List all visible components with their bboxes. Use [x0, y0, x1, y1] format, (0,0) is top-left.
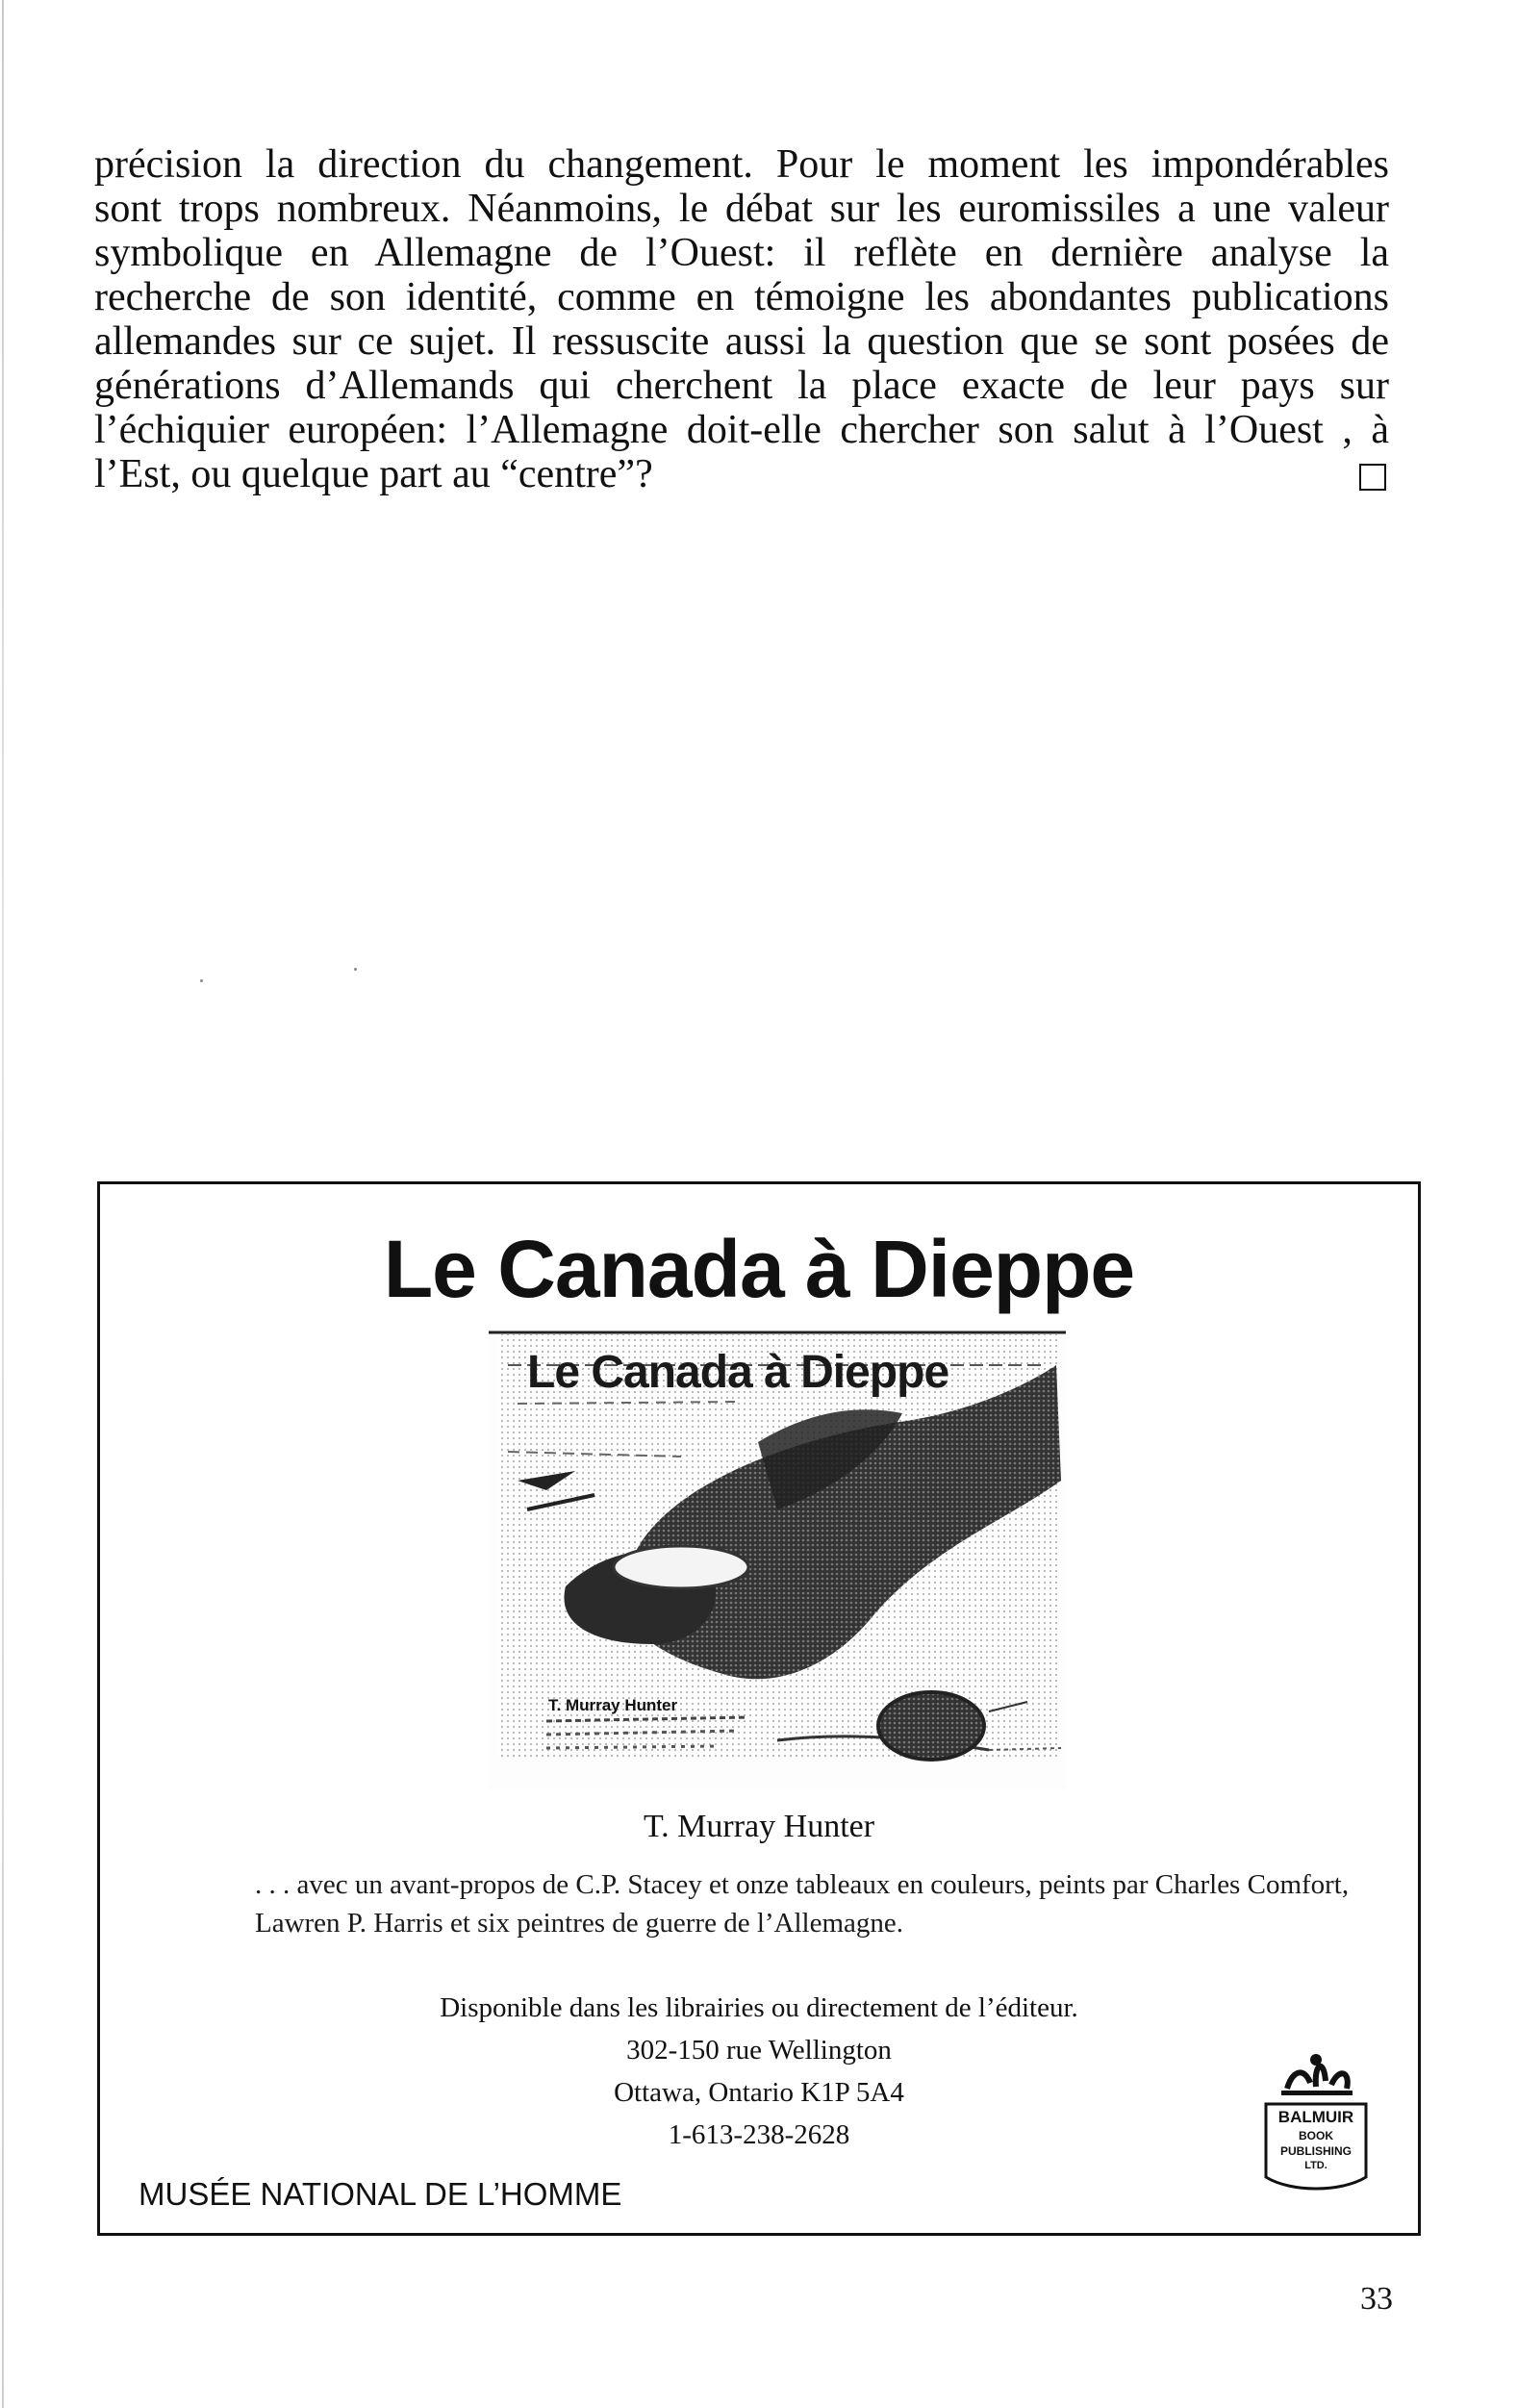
logo-line: BOOK	[1299, 2129, 1333, 2142]
article-line: l’Est, ou quelque part au “centre”?	[94, 452, 653, 496]
page-number: 33	[1360, 2281, 1393, 2317]
book-author: T. Murray Hunter	[643, 1809, 875, 1844]
article-line: symbolique en Allemagne de l’Ouest: il reflète en dernière analyse la	[94, 231, 1389, 275]
article-line: sont trops nombreux. Néanmoins, le débat sur les euromissiles a une valeur	[94, 187, 1389, 231]
scan-speck	[200, 979, 203, 982]
logo-line: LTD.	[1304, 2160, 1327, 2171]
museum-name: MUSÉE NATIONAL DE L’HOMME	[139, 2176, 622, 2212]
address-city: Ottawa, Ontario K1P 5A4	[614, 2077, 904, 2108]
article-line: allemandes sur ce sujet. Il ressuscite aussi la question que se sont posées de	[94, 319, 1389, 364]
article-line: précision la direction du changement. Pour le moment les impondérables	[94, 142, 1389, 187]
scan-speck	[354, 968, 357, 971]
logo-line: BALMUIR	[1277, 2108, 1354, 2126]
phone-number: 1-613-238-2628	[668, 2119, 850, 2150]
book-cover-image	[489, 1327, 1066, 1790]
cover-title-text: Le Canada à Dieppe	[527, 1347, 949, 1398]
article-line: l’échiquier européen: l’Allemagne doit-elle chercher son salut à l’Ouest , à	[94, 408, 1389, 452]
book-description: . . . avec un avant-propos de C.P. Stacey et onze tableaux en couleurs, peints par Charles Comfort, Lawren P. Harris et six peintres de guerre de l’Allemagne.	[255, 1869, 1350, 1939]
article-line-last	[94, 452, 1389, 496]
end-of-article-square-icon	[1359, 464, 1386, 491]
logo-line: PUBLISHING	[1279, 2144, 1352, 2158]
article-line: recherche de son identité, comme en témoigne les abondantes publications	[94, 275, 1389, 319]
balmuir-publisher-logo	[1254, 2050, 1378, 2194]
article-line: générations d’Allemands qui cherchent la place exacte de leur pays sur	[94, 364, 1389, 408]
article-paragraph	[94, 142, 1389, 496]
ad-title: Le Canada à Dieppe	[383, 1224, 1135, 1314]
page-edge	[2, 0, 4, 2408]
cover-author-text: T. Murray Hunter	[548, 1696, 678, 1714]
address-street: 302-150 rue Wellington	[626, 2035, 892, 2066]
book-advertisement	[97, 1181, 1421, 2236]
availability-note: Disponible dans les librairies ou directement de l’éditeur.	[440, 1992, 1078, 2023]
